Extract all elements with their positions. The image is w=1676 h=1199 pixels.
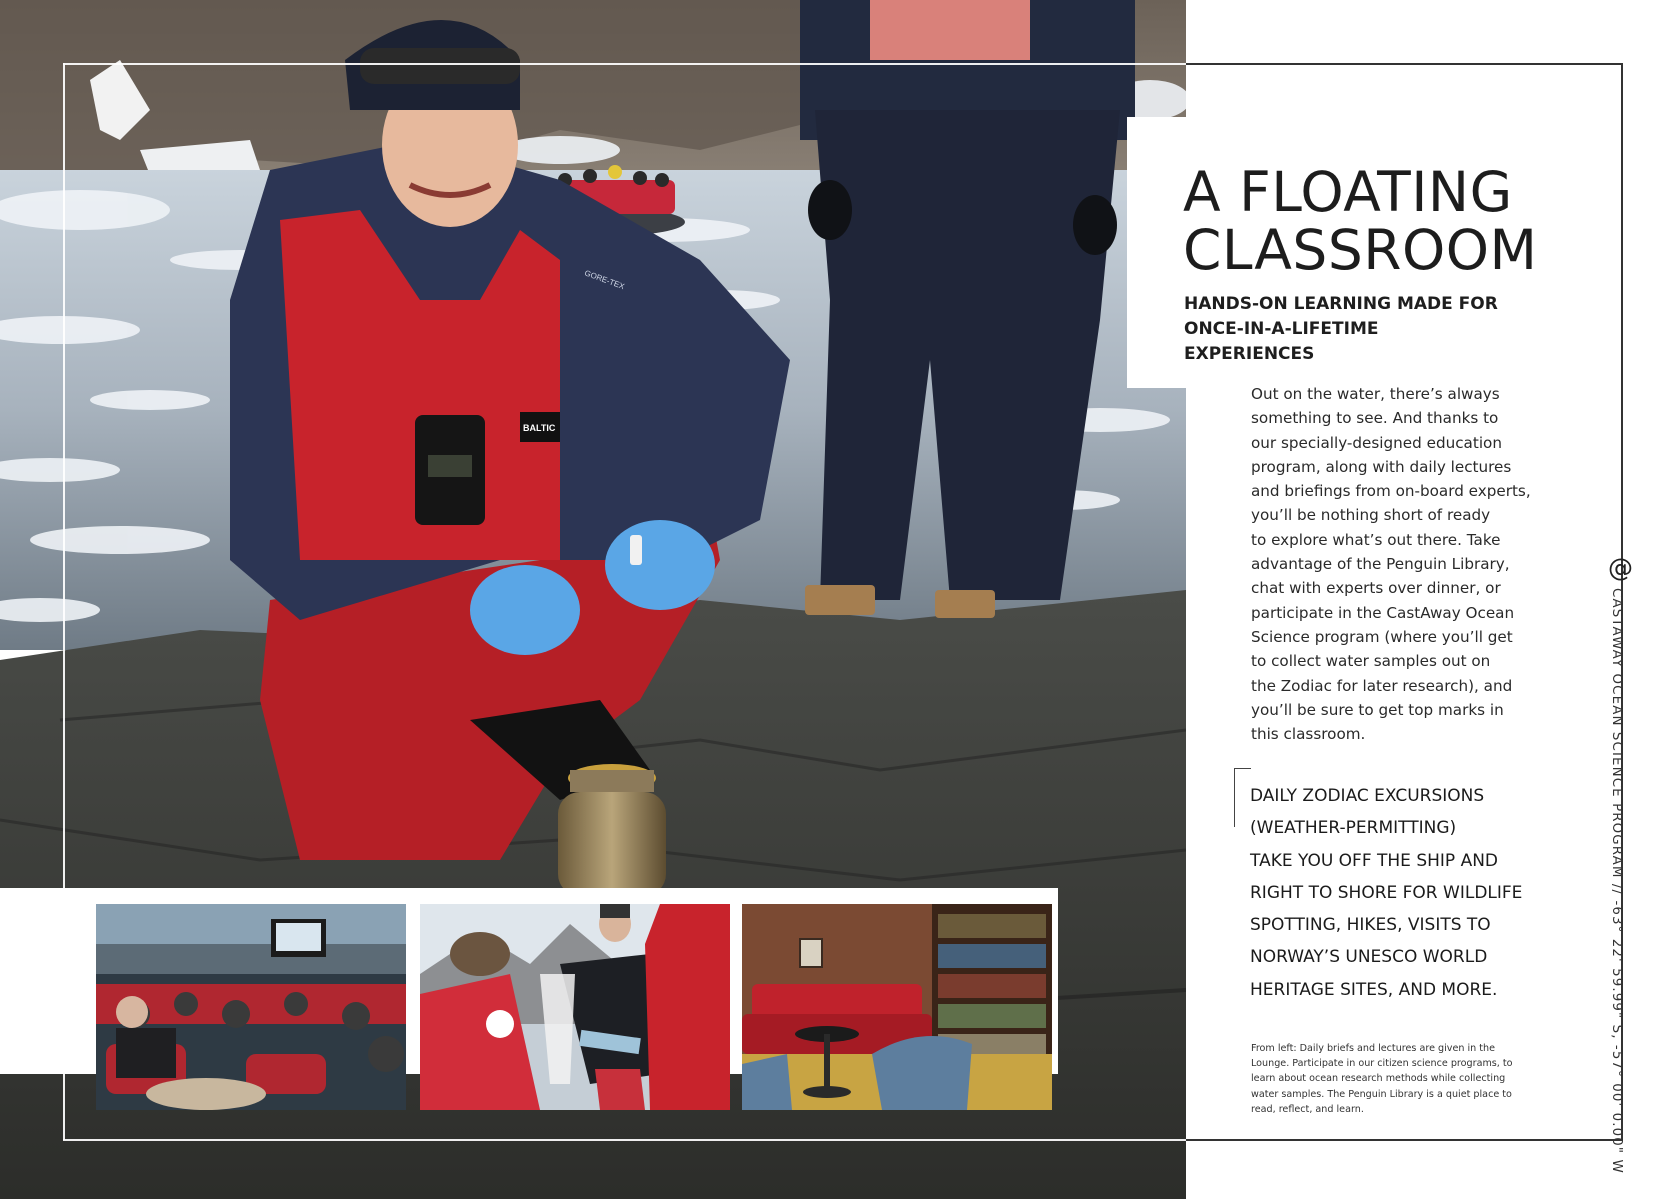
pullquote-bracket: [1234, 768, 1251, 827]
body-line: advantage of the Penguin Library,: [1251, 555, 1510, 574]
body-line: the Zodiac for later research), and: [1251, 676, 1513, 695]
body-line: our specially-designed education: [1251, 433, 1502, 452]
body-line: Science program (where you’ll get: [1251, 627, 1513, 646]
title-line: A FLOATING: [1183, 160, 1513, 224]
caption-line: read, reflect, and learn.: [1251, 1103, 1364, 1115]
caption-line: From left: Daily briefs and lectures are given in the: [1251, 1043, 1496, 1054]
body-line: participate in the CastAway Ocean: [1251, 603, 1515, 622]
caption-line: learn about ocean research methods while collecting: [1251, 1073, 1506, 1085]
thumbnail-water-sampling: [420, 904, 730, 1110]
frame-line-top: [63, 63, 1186, 65]
pullquote-line: (WEATHER-PERMITTING): [1250, 818, 1457, 839]
subtitle-line: ONCE-IN-A-LIFETIME EXPERIENCES: [1184, 319, 1379, 364]
blue-glove-left: [470, 565, 580, 655]
body-line: this classroom.: [1251, 725, 1366, 744]
body-line: something to see. And thanks to: [1251, 409, 1499, 428]
page-title: [1183, 160, 1563, 282]
body-line: program, along with daily lectures: [1251, 457, 1512, 476]
blue-glove-right: [605, 520, 715, 610]
pullquote-line: RIGHT TO SHORE FOR WILDLIFE: [1250, 882, 1523, 903]
thumbnail-lounge-lecture: [96, 904, 406, 1110]
subtitle-line: HANDS-ON LEARNING MADE FOR: [1184, 294, 1498, 314]
program-side-tag: [1605, 553, 1635, 1174]
frame-line-right-bottom: [1186, 1139, 1623, 1141]
presentation-screen: [276, 923, 321, 951]
text-panel-notch: [1127, 117, 1186, 388]
pullquote: [1250, 780, 1550, 1006]
body-line: Out on the water, there’s always: [1251, 385, 1500, 403]
pullquote-line: NORWAY’S UNESCO WORLD: [1250, 947, 1488, 968]
body-line: chat with experts over dinner, or: [1251, 579, 1501, 598]
caption-line: water samples. The Penguin Library is a quiet place to: [1251, 1088, 1512, 1100]
body-paragraph: [1251, 382, 1541, 746]
photo-caption: [1251, 1041, 1541, 1117]
pullquote-line: HERITAGE SITES, AND MORE.: [1250, 979, 1498, 1000]
body-line: to collect water samples out on: [1251, 652, 1491, 671]
thumbnail-penguin-library: [742, 904, 1052, 1110]
pullquote-line: SPOTTING, HIKES, VISITS TO: [1250, 915, 1491, 936]
sample-jar: [558, 764, 666, 896]
body-line: you’ll be sure to get top marks in: [1251, 700, 1504, 719]
frame-line-right-top: [1186, 63, 1623, 65]
frame-line-bottom: [63, 1139, 1186, 1141]
pullquote-line: TAKE YOU OFF THE SHIP AND: [1250, 850, 1499, 871]
body-line: to explore what’s out there. Take: [1251, 530, 1501, 549]
jacket-brand-text: GORE-TEX: [583, 268, 626, 292]
blue-chair: [872, 1036, 972, 1110]
title-line: CLASSROOM: [1183, 218, 1538, 282]
body-line: and briefings from on-board experts,: [1251, 482, 1531, 501]
sunglasses: [360, 48, 520, 84]
vest-brand-text: BALTIC: [523, 423, 556, 433]
page-subtitle: [1184, 292, 1514, 367]
castaway-logo-icon: @: [1608, 553, 1633, 582]
framed-picture: [800, 939, 822, 967]
pullquote-line: DAILY ZODIAC EXCURSIONS: [1250, 786, 1485, 806]
body-line: you’ll be nothing short of ready: [1251, 506, 1491, 525]
program-coordinates-text: CASTAWAY OCEAN SCIENCE PROGRAM // -63° 22' 59.99" S, -57° 00' 0.00" W: [1609, 588, 1624, 1174]
caption-line: Lounge. Participate in our citizen science programs, to: [1251, 1058, 1513, 1070]
